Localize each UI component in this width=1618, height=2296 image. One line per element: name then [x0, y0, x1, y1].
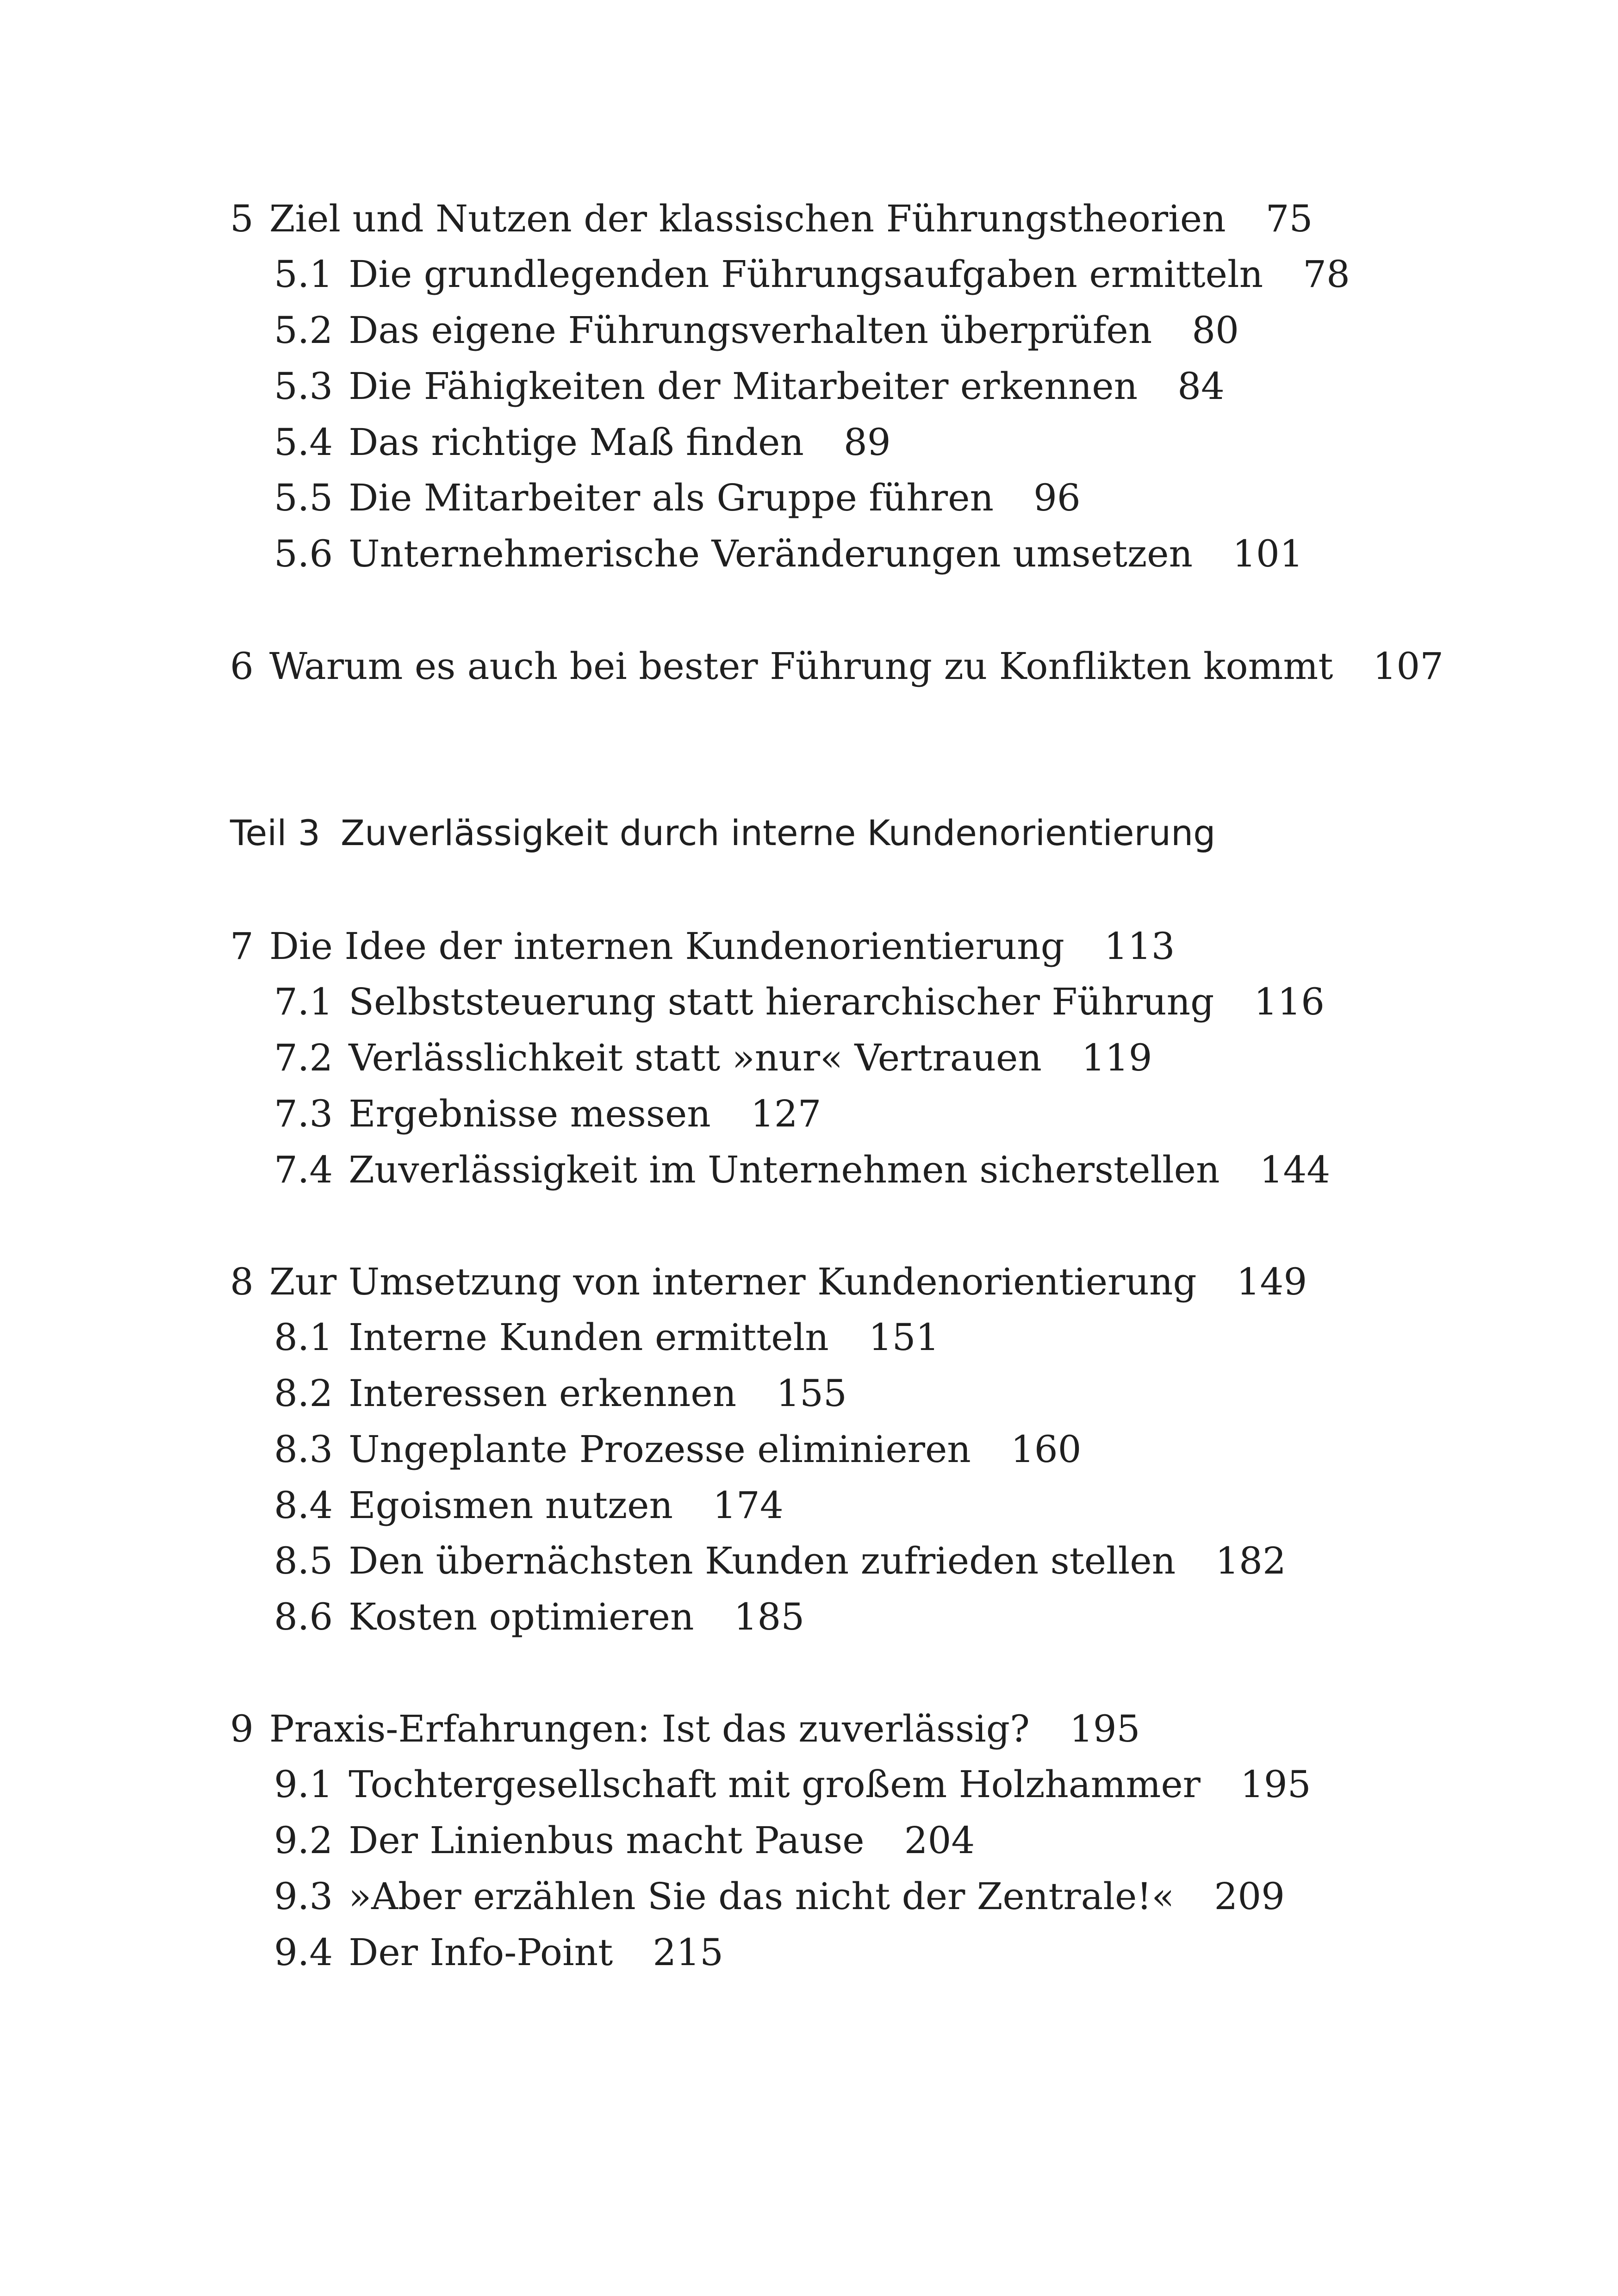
- page-number: 113: [1104, 925, 1175, 968]
- toc-part-heading: [230, 810, 1215, 856]
- page-number: 174: [713, 1484, 784, 1527]
- toc-entry: [274, 1482, 784, 1529]
- section-title: Die Mitarbeiter als Gruppe führen: [348, 476, 994, 519]
- section-number: 8.3: [274, 1428, 333, 1471]
- section-number: 9.1: [274, 1763, 333, 1806]
- toc-entry: [274, 1817, 975, 1864]
- page-number: 116: [1254, 980, 1325, 1023]
- page-number: 80: [1192, 309, 1239, 352]
- chapter-title: Zur Umsetzung von interner Kundenorientierung: [269, 1260, 1197, 1303]
- toc-chapter: [230, 643, 1444, 690]
- page-number: 185: [734, 1595, 805, 1638]
- chapter-title: Ziel und Nutzen der klassischen Führungstheorien: [269, 197, 1226, 240]
- toc-entry: [274, 419, 891, 466]
- toc-entry: [274, 1370, 847, 1417]
- section-number: 8.4: [274, 1484, 333, 1527]
- toc-entry: [274, 531, 1303, 577]
- page-number: 96: [1033, 476, 1081, 519]
- section-number: 7.2: [274, 1036, 333, 1079]
- page-number: 78: [1303, 253, 1350, 296]
- section-number: 8.1: [274, 1316, 333, 1359]
- section-title: Das eigene Führungsverhalten überprüfen: [348, 309, 1152, 352]
- chapter-number: 7: [230, 925, 254, 968]
- toc-entry: [274, 1035, 1152, 1081]
- toc-entry: [274, 363, 1225, 410]
- section-number: 7.4: [274, 1148, 333, 1191]
- page-number: 215: [653, 1931, 724, 1974]
- section-number: 5.1: [274, 253, 333, 296]
- section-number: 8.6: [274, 1595, 333, 1638]
- part-title: Zuverlässigkeit durch interne Kundenorientierung: [341, 812, 1216, 853]
- section-number: 7.1: [274, 980, 333, 1023]
- toc-entry: [274, 1426, 1082, 1473]
- section-title: Egoismen nutzen: [348, 1484, 673, 1527]
- toc-entry: [274, 1314, 939, 1361]
- page-number: 101: [1232, 532, 1303, 575]
- page-number: 204: [904, 1819, 975, 1862]
- chapter-title: Praxis-Erfahrungen: Ist das zuverlässig?: [269, 1707, 1030, 1750]
- page-number: 149: [1236, 1260, 1307, 1303]
- section-title: Ungeplante Prozesse eliminieren: [348, 1428, 971, 1471]
- page-number: 151: [868, 1316, 940, 1359]
- section-title: Ergebnisse messen: [348, 1092, 711, 1135]
- section-title: Interessen erkennen: [348, 1372, 737, 1415]
- page-number: 89: [843, 421, 891, 464]
- page-number: 84: [1177, 365, 1225, 408]
- toc-chapter: [230, 923, 1175, 970]
- page-number: 209: [1214, 1875, 1285, 1918]
- section-number: 7.3: [274, 1092, 333, 1135]
- section-number: 5.5: [274, 476, 333, 519]
- section-title: Die Fähigkeiten der Mitarbeiter erkennen: [348, 365, 1138, 408]
- toc-entry: [274, 1538, 1286, 1584]
- toc-entry: [274, 979, 1325, 1025]
- page-number: 195: [1069, 1707, 1140, 1750]
- page-number: 155: [776, 1372, 847, 1415]
- toc-chapter: [230, 196, 1313, 242]
- section-number: 8.5: [274, 1539, 333, 1582]
- chapter-number: 9: [230, 1707, 254, 1750]
- page-number: 107: [1373, 645, 1444, 688]
- toc-entry: [274, 307, 1239, 354]
- section-title: Selbststeuerung statt hierarchischer Führung: [348, 980, 1214, 1023]
- page-number: 160: [1010, 1428, 1082, 1471]
- section-title: »Aber erzählen Sie das nicht der Zentrale!«: [348, 1875, 1175, 1918]
- section-title: Interne Kunden ermitteln: [348, 1316, 829, 1359]
- section-title: Zuverlässigkeit im Unternehmen sicherstellen: [348, 1148, 1220, 1191]
- section-title: Verlässlichkeit statt »nur« Vertrauen: [348, 1036, 1042, 1079]
- chapter-number: 6: [230, 645, 254, 688]
- section-title: Kosten optimieren: [348, 1595, 694, 1638]
- section-number: 5.2: [274, 309, 333, 352]
- page-number: 119: [1081, 1036, 1152, 1079]
- part-label: Teil 3: [230, 812, 321, 853]
- toc-entry: [274, 475, 1081, 521]
- section-number: 5.3: [274, 365, 333, 408]
- toc-entry: [274, 251, 1350, 298]
- section-number: 5.4: [274, 421, 333, 464]
- section-number: 8.2: [274, 1372, 333, 1415]
- toc-entry: [274, 1594, 804, 1640]
- section-title: Die grundlegenden Führungsaufgaben ermitteln: [348, 253, 1263, 296]
- page-number: 127: [750, 1092, 821, 1135]
- section-number: 5.6: [274, 532, 333, 575]
- section-title: Der Info-Point: [348, 1931, 613, 1974]
- toc-entry: [274, 1147, 1330, 1193]
- toc-entry: [274, 1873, 1285, 1920]
- chapter-number: 8: [230, 1260, 254, 1303]
- section-title: Unternehmerische Veränderungen umsetzen: [348, 532, 1193, 575]
- section-number: 9.4: [274, 1931, 333, 1974]
- toc-chapter: [230, 1259, 1307, 1305]
- section-number: 9.2: [274, 1819, 333, 1862]
- toc-entry: [274, 1091, 821, 1137]
- section-title: Das richtige Maß finden: [348, 421, 804, 464]
- chapter-title: Warum es auch bei bester Führung zu Konflikten kommt: [269, 645, 1333, 688]
- page-number: 182: [1215, 1539, 1286, 1582]
- section-title: Den übernächsten Kunden zufrieden stellen: [348, 1539, 1176, 1582]
- toc-entry: [274, 1761, 1311, 1808]
- page-number: 195: [1240, 1763, 1311, 1806]
- section-number: 9.3: [274, 1875, 333, 1918]
- toc-entry: [274, 1929, 723, 1976]
- page-number: 144: [1259, 1148, 1331, 1191]
- section-title: Tochtergesellschaft mit großem Holzhammer: [348, 1763, 1201, 1806]
- chapter-number: 5: [230, 197, 254, 240]
- page-number: 75: [1265, 197, 1313, 240]
- section-title: Der Linienbus macht Pause: [348, 1819, 865, 1862]
- toc-chapter: [230, 1706, 1140, 1752]
- chapter-title: Die Idee der internen Kundenorientierung: [269, 925, 1064, 968]
